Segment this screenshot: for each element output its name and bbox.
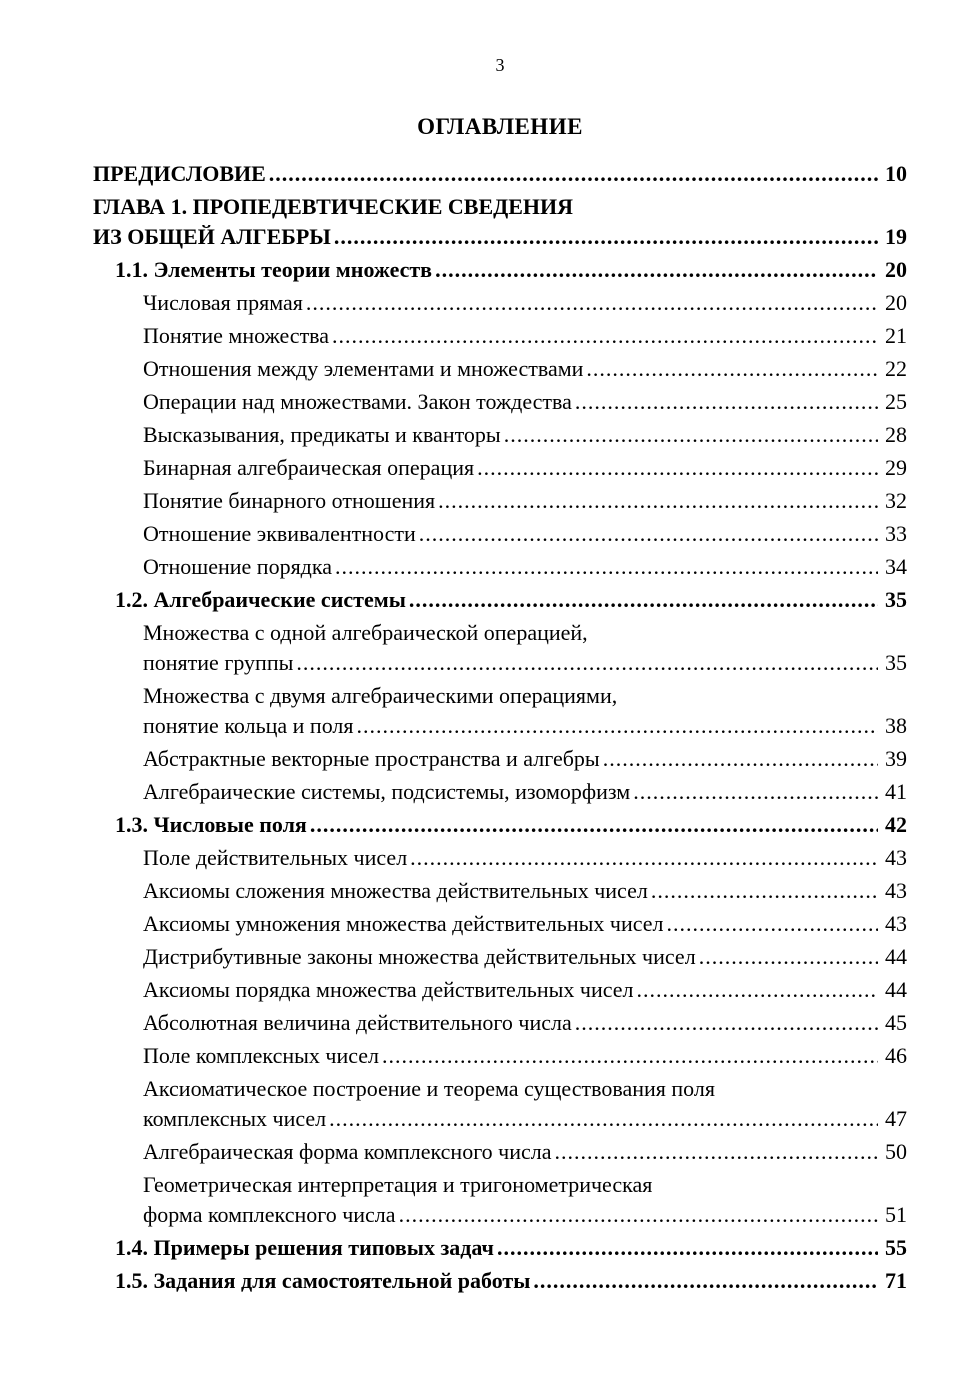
toc-entry-title: Абсолютная величина действительного числа: [143, 1010, 572, 1035]
toc-entry-page-number: 29: [885, 455, 907, 480]
toc-line: [143, 648, 907, 678]
toc-line: [143, 1041, 907, 1071]
toc-entry: [93, 810, 907, 840]
toc-line: [143, 354, 907, 384]
toc-entry-title: Алгебраическая форма комплексного числа: [143, 1139, 552, 1164]
toc-entry-title: Отношение эквивалентности: [143, 521, 416, 546]
toc-dot-leader: [633, 777, 878, 807]
toc-entry: [93, 486, 907, 516]
toc-line: [143, 942, 907, 972]
toc-entry: [93, 909, 907, 939]
toc-entry: [93, 876, 907, 906]
toc-line: [143, 321, 907, 351]
toc-entry-title: Абстрактные векторные пространства и алгебры: [143, 746, 600, 771]
toc-line: [143, 519, 907, 549]
toc-line: [93, 159, 907, 189]
toc-entry-page-number: 20: [885, 290, 907, 315]
toc-entry: [93, 1008, 907, 1038]
toc-dot-leader: [603, 744, 878, 774]
toc-dot-leader: [435, 255, 878, 285]
toc-line: [143, 1104, 907, 1134]
toc-entry: [93, 975, 907, 1005]
toc-entry-page-number: 35: [885, 587, 907, 612]
page-title: ОГЛАВЛЕНИЕ: [417, 114, 583, 139]
toc-dot-leader: [497, 1233, 878, 1263]
toc-dot-leader: [555, 1137, 878, 1167]
toc-dot-leader: [699, 942, 878, 972]
toc-dot-leader: [667, 909, 879, 939]
toc-entry-title: Высказывания, предикаты и кванторы: [143, 422, 501, 447]
toc-dot-leader: [637, 975, 879, 1005]
toc-dot-leader: [477, 453, 878, 483]
toc-dot-leader: [332, 321, 878, 351]
toc-entry: [93, 420, 907, 450]
toc-entry: [93, 288, 907, 318]
toc-entry-title: 1.2. Алгебраические системы: [115, 587, 406, 612]
toc-dot-leader: [269, 159, 878, 189]
toc-dot-leader: [310, 810, 878, 840]
toc-entry-title: понятие группы: [143, 650, 294, 675]
toc-line: [143, 711, 907, 741]
toc-entry-page-number: 42: [885, 812, 907, 837]
toc-entry-page-number: 71: [885, 1268, 907, 1293]
toc-entry-title: Бинарная алгебраическая операция: [143, 455, 475, 480]
toc-entry-page-number: 22: [885, 356, 907, 381]
toc-entry: [93, 552, 907, 582]
toc-entry-page-number: 44: [885, 944, 907, 969]
toc-line: [143, 744, 907, 774]
toc-dot-leader: [504, 420, 878, 450]
toc-entry-page-number: 28: [885, 422, 907, 447]
toc-dot-leader: [334, 222, 878, 252]
toc-entry-page-number: 43: [885, 911, 907, 936]
toc-entry-page-number: 44: [885, 977, 907, 1002]
toc-entry-page-number: 35: [885, 650, 907, 675]
toc-dot-leader: [409, 585, 878, 615]
toc-entry: [93, 942, 907, 972]
toc-entry-title: форма комплексного числа: [143, 1202, 396, 1227]
toc-entry-page-number: 50: [885, 1139, 907, 1164]
toc-entry: [93, 354, 907, 384]
toc-entry: [93, 1074, 907, 1134]
toc-dot-leader: [399, 1200, 878, 1230]
toc-entry-title: Понятие бинарного отношения: [143, 488, 436, 513]
toc-entry: [93, 255, 907, 285]
toc-entry: [93, 1266, 907, 1296]
toc-line: [115, 1233, 907, 1263]
toc-line: [143, 1170, 907, 1200]
toc-entry: [93, 618, 907, 678]
toc-entry: [93, 519, 907, 549]
toc-line: [143, 1200, 907, 1230]
toc-line: [143, 486, 907, 516]
toc-entry-title: Дистрибутивные законы множества действительных чисел: [143, 944, 696, 969]
toc-entry-title: ПРЕДИСЛОВИЕ: [93, 161, 266, 186]
toc-dot-leader: [419, 519, 878, 549]
toc-entry-title: комплексных чисел: [143, 1106, 327, 1131]
toc-entry-title: Поле комплексных чисел: [143, 1043, 380, 1068]
toc-entry: [93, 1137, 907, 1167]
toc-line: [93, 192, 907, 222]
toc-entry-page-number: 51: [885, 1202, 907, 1227]
toc-entry-title: ГЛАВА 1. ПРОПЕДЕВТИЧЕСКИЕ СВЕДЕНИЯ: [93, 194, 574, 219]
toc-dot-leader: [329, 1104, 878, 1134]
toc-line: [143, 909, 907, 939]
toc-entry: [93, 321, 907, 351]
toc-line: [143, 681, 907, 711]
toc-line: [143, 1074, 907, 1104]
toc-entry-page-number: 41: [885, 779, 907, 804]
toc-entry-page-number: 43: [885, 845, 907, 870]
toc-entry: [93, 777, 907, 807]
toc-dot-leader: [296, 648, 878, 678]
toc-entry-page-number: 38: [885, 713, 907, 738]
toc-entry: [93, 453, 907, 483]
toc-entry-title: Аксиоматическое построение и теорема существования поля: [143, 1076, 715, 1101]
toc-list: [93, 159, 907, 1296]
toc-entry-page-number: 47: [885, 1106, 907, 1131]
toc-entry: [93, 1170, 907, 1230]
toc-entry-title: Отношения между элементами и множествами: [143, 356, 584, 381]
toc-entry-page-number: 33: [885, 521, 907, 546]
toc-entry-page-number: 43: [885, 878, 907, 903]
toc-dot-leader: [382, 1041, 878, 1071]
toc-entry: [93, 1041, 907, 1071]
toc-line: [143, 975, 907, 1005]
toc-entry-page-number: 10: [885, 161, 907, 186]
toc-entry-title: Отношение порядка: [143, 554, 332, 579]
toc-line: [143, 1008, 907, 1038]
toc-dot-leader: [357, 711, 878, 741]
toc-dot-leader: [533, 1266, 878, 1296]
toc-entry: [93, 843, 907, 873]
toc-line: [143, 420, 907, 450]
toc-entry-page-number: 46: [885, 1043, 907, 1068]
toc-entry: [93, 387, 907, 417]
toc-line: [93, 222, 907, 252]
page-number: 3: [495, 55, 505, 75]
toc-entry-title: Множества с одной алгебраической операцией,: [143, 620, 588, 645]
toc-entry-title: 1.5. Задания для самостоятельной работы: [115, 1268, 531, 1293]
toc-entry-title: Геометрическая интерпретация и тригонометрическая: [143, 1172, 653, 1197]
toc-entry: [93, 1233, 907, 1263]
toc-entry-title: Аксиомы умножения множества действительных чисел: [143, 911, 664, 936]
toc-entry: [93, 744, 907, 774]
toc-line: [143, 777, 907, 807]
toc-dot-leader: [306, 288, 878, 318]
toc-line: [143, 843, 907, 873]
toc-dot-leader: [575, 1008, 878, 1038]
toc-entry-title: понятие кольца и поля: [143, 713, 354, 738]
toc-entry: [93, 159, 907, 189]
toc-entry-page-number: 45: [885, 1010, 907, 1035]
toc-entry-title: Алгебраические системы, подсистемы, изоморфизм: [143, 779, 631, 804]
toc-entry-title: Числовая прямая: [143, 290, 303, 315]
toc-entry-page-number: 55: [885, 1235, 907, 1260]
toc-line: [143, 288, 907, 318]
toc-entry-page-number: 25: [885, 389, 907, 414]
toc-entry: [93, 192, 907, 252]
toc-line: [115, 810, 907, 840]
toc-line: [143, 876, 907, 906]
toc-entry-page-number: 20: [885, 257, 907, 282]
toc-entry: [93, 585, 907, 615]
toc-dot-leader: [335, 552, 878, 582]
toc-entry-page-number: 19: [885, 224, 907, 249]
toc-line: [143, 387, 907, 417]
toc-entry: [93, 681, 907, 741]
toc-entry-page-number: 34: [885, 554, 907, 579]
toc-entry-title: Аксиомы порядка множества действительных чисел: [143, 977, 634, 1002]
toc-line: [143, 1137, 907, 1167]
toc-entry-title: Аксиомы сложения множества действительных чисел: [143, 878, 648, 903]
toc-entry-page-number: 39: [885, 746, 907, 771]
toc-line: [115, 1266, 907, 1296]
toc-line: [115, 255, 907, 285]
toc-entry-title: 1.4. Примеры решения типовых задач: [115, 1235, 494, 1260]
toc-dot-leader: [575, 387, 878, 417]
toc-entry-title: Множества с двумя алгебраическими операциями,: [143, 683, 618, 708]
toc-entry-title: 1.3. Числовые поля: [115, 812, 307, 837]
toc-entry-title: Понятие множества: [143, 323, 330, 348]
toc-line: [143, 618, 907, 648]
toc-entry-title: 1.1. Элементы теории множеств: [115, 257, 433, 282]
toc-dot-leader: [586, 354, 878, 384]
toc-entry-title: Поле действительных чисел: [143, 845, 408, 870]
toc-dot-leader: [410, 843, 878, 873]
toc-entry-title: Операции над множествами. Закон тождества: [143, 389, 572, 414]
toc-dot-leader: [438, 486, 878, 516]
toc-line: [143, 552, 907, 582]
toc-entry-page-number: 32: [885, 488, 907, 513]
toc-dot-leader: [651, 876, 878, 906]
toc-entry-title: ИЗ ОБЩЕЙ АЛГЕБРЫ: [93, 224, 331, 249]
toc-line: [143, 453, 907, 483]
toc-entry-page-number: 21: [885, 323, 907, 348]
toc-line: [115, 585, 907, 615]
